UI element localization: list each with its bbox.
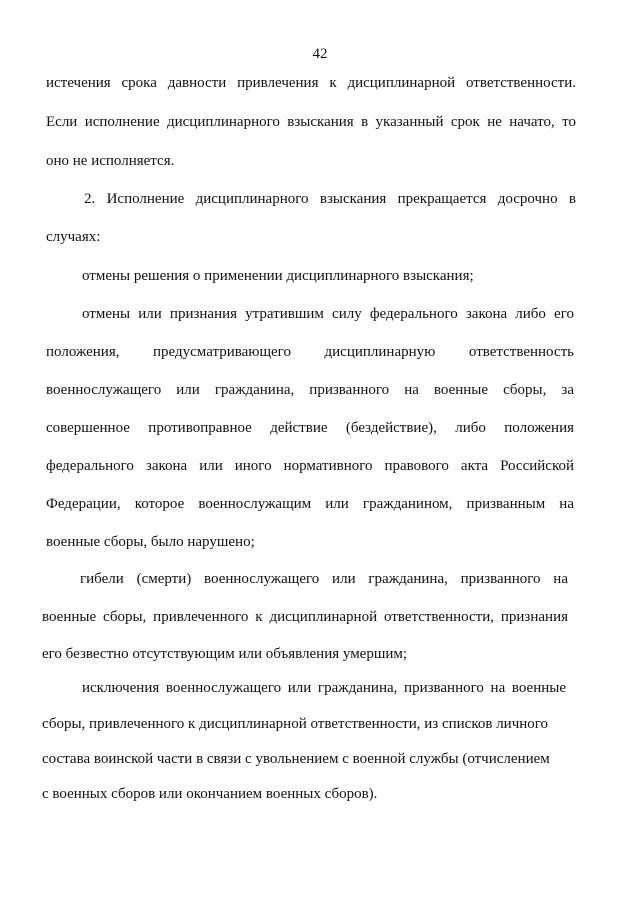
text-line: военные сборы, привлеченного к дисциплинарной ответственности, признания xyxy=(42,609,568,625)
text-line: положения, предусматривающего дисциплинарную ответственность xyxy=(46,344,574,360)
text-line: оно не исполняется. xyxy=(46,153,175,169)
page-number: 42 xyxy=(312,46,328,62)
text-line: военнослужащего или гражданина, призванного на военные сборы, за xyxy=(46,382,574,398)
list-item: отмены или признания утратившим силу федерального закона либо его xyxy=(82,306,574,322)
list-item: отмены решения о применении дисциплинарного взыскания; xyxy=(82,268,474,284)
text-line: военные сборы, было нарушено; xyxy=(46,534,255,550)
list-item: гибели (смерти) военнослужащего или гражданина, призванного на xyxy=(80,571,568,587)
text-line: федерального закона или иного нормативного правового акта Российской xyxy=(46,458,574,474)
text-line: случаях: xyxy=(46,229,101,245)
text-line: Если исполнение дисциплинарного взыскания в указанный срок не начато, то xyxy=(46,114,576,130)
text-line: состава воинской части в связи с увольнением с военной службы (отчислением xyxy=(42,751,550,767)
text-line: Федерации, которое военнослужащим или гражданином, призванным на xyxy=(46,496,574,512)
paragraph-heading: 2. Исполнение дисциплинарного взыскания прекращается досрочно в xyxy=(84,191,576,207)
text-line: с военных сборов или окончанием военных сборов). xyxy=(42,786,378,802)
text-line: сборы, привлеченного к дисциплинарной ответственности, из списков личного xyxy=(42,716,549,732)
text-line: его безвестно отсутствующим или объявления умершим; xyxy=(42,646,408,662)
text-line: совершенное противоправное действие (бездействие), либо положения xyxy=(46,420,574,436)
list-item: исключения военнослужащего или гражданина, призванного на военные xyxy=(82,680,566,696)
text-line: истечения срока давности привлечения к дисциплинарной ответственности. xyxy=(46,75,576,91)
